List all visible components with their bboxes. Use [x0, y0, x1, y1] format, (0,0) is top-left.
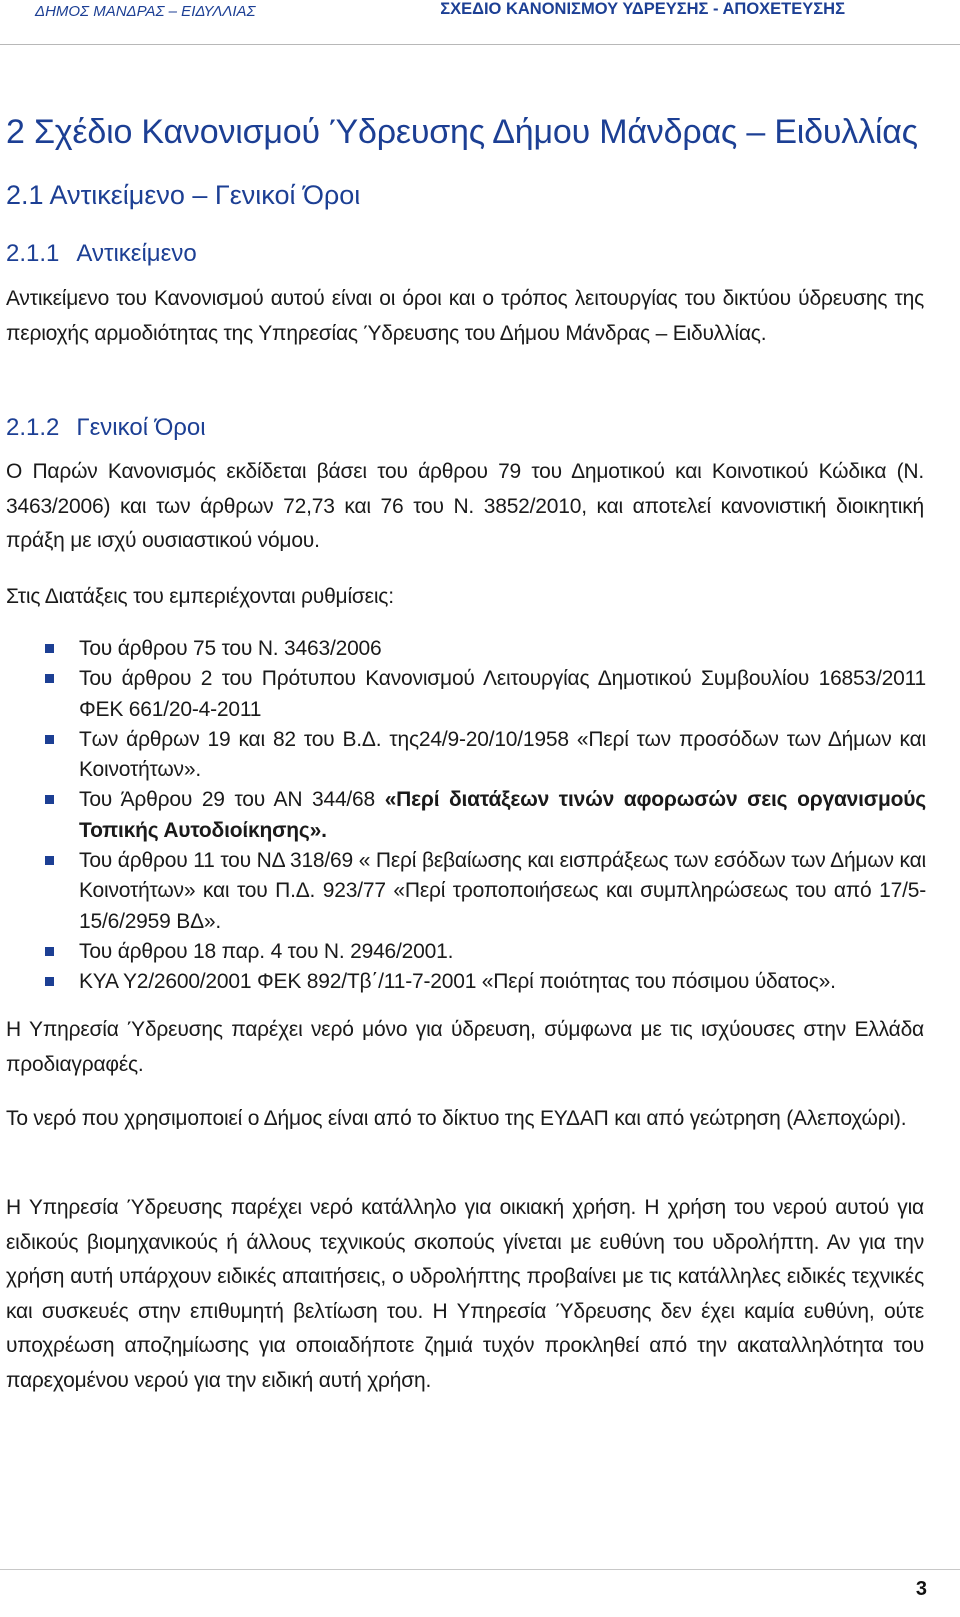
list-item-bold-text: «Περί διατάξεων τινών αφορωσών σεις οργανισμούς Τοπικής Αυτοδιοίκησης». — [79, 788, 926, 842]
bullet-square-icon — [45, 735, 54, 744]
list-item-text: Του άρθρου 75 του Ν. 3463/2006 — [79, 637, 382, 660]
subsection-number: 2.1.2 — [6, 414, 60, 441]
bullet-square-icon — [45, 947, 54, 956]
list-item — [0, 785, 926, 846]
provisions-intro: Στις Διατάξεις του εμπεριέχονται ρυθμίσεις: — [6, 585, 394, 608]
section-heading: 2.1 Αντικείμενο – Γενικοί Όροι — [6, 180, 361, 210]
subsection-heading-object — [6, 240, 197, 268]
bullet-square-icon — [45, 856, 54, 865]
general-terms-paragraph: Ο Παρών Κανονισμός εκδίδεται βάσει του άρθρου 79 του Δημοτικού και Κοινοτικού Κώδικα (Ν. 3463/2006) και των άρθρων 72,73 και 76 του Ν. 3852/2010, και αποτελεί κανονιστική διοικητική πράξη με ισχύ ουσιαστικού νόμου. — [6, 460, 924, 552]
provisions-list — [0, 634, 926, 998]
bullet-square-icon — [45, 977, 54, 986]
page-number: 3 — [915, 1578, 927, 1600]
bullet-square-icon — [45, 644, 54, 653]
chapter-heading: 2 Σχέδιο Κανονισμού Ύδρευσης Δήμου Μάνδρας – Ειδυλλίας — [6, 113, 918, 151]
header-divider — [0, 44, 960, 45]
list-item — [0, 937, 926, 967]
water-supply-paragraph: Η Υπηρεσία Ύδρευσης παρέχει νερό μόνο για ύδρευση, σύμφωνα με τις ισχύουσες στην Ελλάδα προδιαγραφές. — [6, 1018, 924, 1076]
footer-divider — [0, 1569, 960, 1570]
list-item-text: Του άρθρου 11 του ΝΔ 318/69 « Περί βεβαίωσης και εισπράξεως των εσόδων των Δήμων και Κοινοτήτων» και του Π.Δ. 923/77 «Περί τροποποιήσεως και συμπληρώσεως του από 17/5-15/6/2959 ΒΔ». — [79, 849, 926, 933]
header-document-title: ΣΧΕΔΙΟ ΚΑΝΟΝΙΣΜΟΥ ΥΔΡΕΥΣΗΣ - ΑΠΟΧΕΤΕΥΣΗΣ — [440, 0, 845, 18]
subsection-heading-general-terms — [6, 414, 206, 442]
subsection-title: Γενικοί Όροι — [76, 414, 206, 441]
list-item — [0, 634, 926, 664]
subsection-number: 2.1.1 — [6, 240, 60, 267]
water-source-paragraph: Το νερό που χρησιμοποιεί ο Δήμος είναι από το δίκτυο της ΕΥΔΑΠ και από γεώτρηση (Αλεποχώρι). — [6, 1107, 907, 1130]
list-item-text: ΚΥΑ Υ2/2600/2001 ΦΕΚ 892/Τβ΄/11-7-2001 «Περί ποιότητας του πόσιμου ύδατος». — [79, 970, 836, 994]
domestic-use-paragraph: Η Υπηρεσία Ύδρευσης παρέχει νερό κατάλληλο για οικιακή χρήση. Η χρήση του νερού αυτού για ειδικούς βιομηχανικούς ή άλλους τεχνικούς σκοπούς γίνεται με ευθύνη του υδρολήπτη. Αν για την χρήση αυτή υπάρχουν ειδικές απαιτήσεις, ο υδρολήπτης προβαίνει με τις κατάλληλες ειδικές τεχνικές και συσκευές στην επιθυμητή βελτίωση του. Η Υπηρεσία Ύδρευσης δεν έχει καμία ευθύνη, ούτε υποχρέωση αποζημίωσης για οποιαδήποτε ζημιά τυχόν προκληθεί από την ακαταλληλότητα του παρεχομένου νερού για την ειδική αυτή χρήση. — [6, 1196, 924, 1392]
list-item-text: Των άρθρων 19 και 82 του Β.Δ. της24/9-20/10/1958 «Περί των προσόδων των Δήμων και Κοινοτήτων». — [79, 727, 926, 782]
bullet-square-icon — [45, 674, 54, 683]
list-item — [0, 725, 926, 786]
bullet-square-icon — [45, 795, 54, 804]
list-item — [0, 664, 926, 725]
header-municipality: ΔΗΜΟΣ ΜΑΝΔΡΑΣ – ΕΙΔΥΛΛΙΑΣ — [35, 3, 256, 20]
subsection-title: Αντικείμενο — [76, 240, 197, 267]
list-item-text: Του άρθρου 2 του Πρότυπου Κανονισμού Λειτουργίας Δημοτικού Συμβουλίου 16853/2011 ΦΕΚ 661/20-4-2011 — [79, 667, 926, 721]
list-item-text: Του Άρθρου 29 του ΑΝ 344/68 — [79, 788, 385, 812]
list-item-text: Του άρθρου 18 παρ. 4 του Ν. 2946/2001. — [79, 939, 454, 963]
list-item — [0, 846, 926, 937]
list-item — [0, 967, 926, 997]
object-paragraph: Αντικείμενο του Κανονισμού αυτού είναι οι όροι και ο τρόπος λειτουργίας του δικτύου ύδρευσης της περιοχής αρμοδιότητας της Υπηρεσίας Ύδρευσης του Δήμου Μάνδρας – Ειδυλλίας. — [6, 287, 924, 345]
